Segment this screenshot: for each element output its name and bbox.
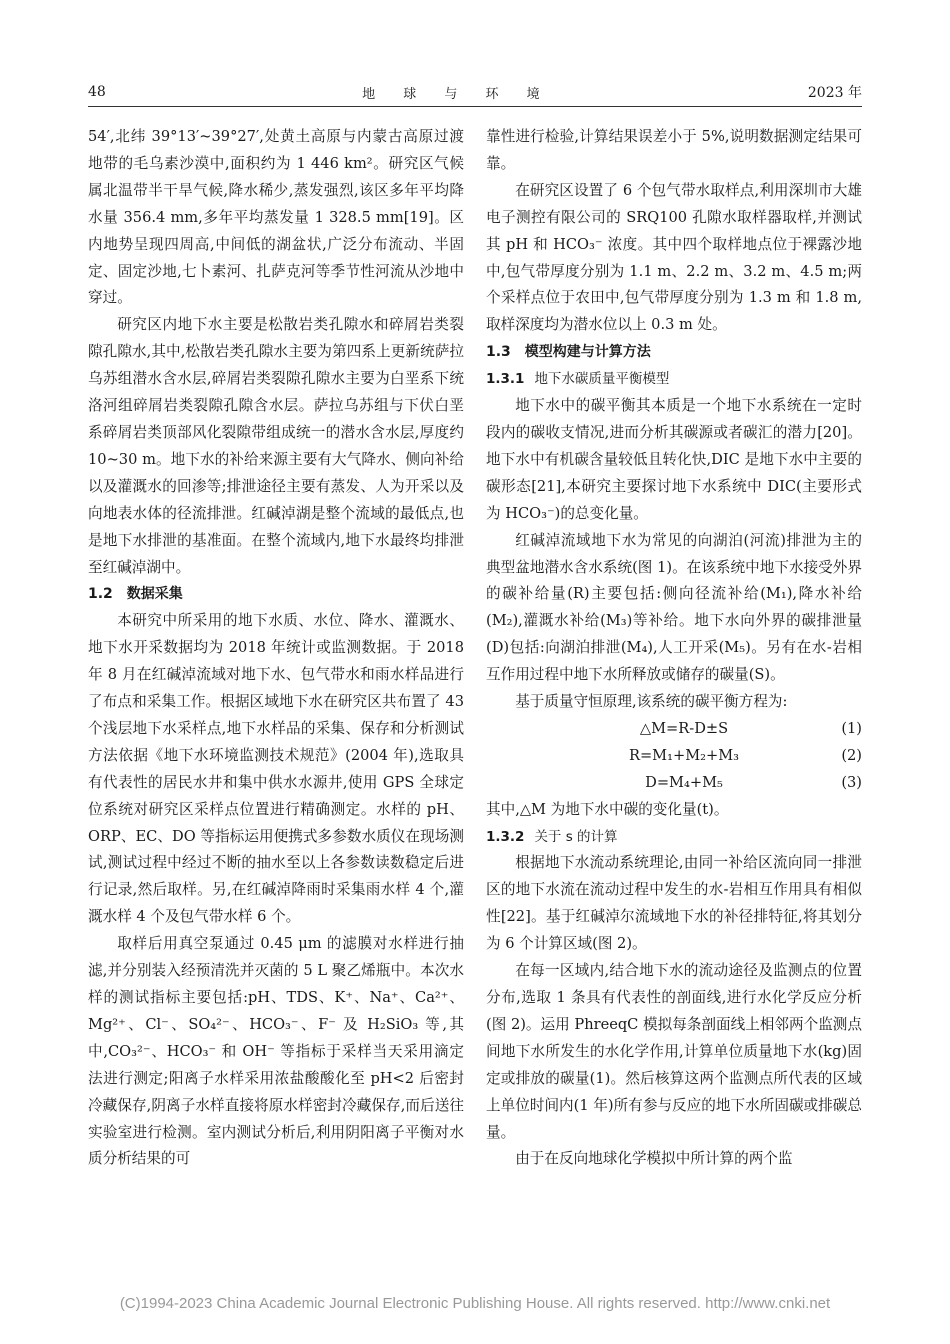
subsection-number: 1.3.2 [486,828,525,845]
section-heading: 1.3 模型构建与计算方法 [486,344,651,361]
paragraph: 54′,北纬 39°13′~39°27′,处黄土高原与内蒙古高原过渡地带的毛乌素沙漠中,面积约为 1 446 km²。研究区气候属北温带半干旱气候,降水稀少,蒸发强烈,该区多年平均降水量 356.4 mm,多年平均蒸发量 1 328.5 mm[19]。区内地势呈现四周高,中间低的湖盆状,广泛分布流动、半固定、固定沙地,七卜素河、扎萨克河等季节性河流从沙地中穿过。 [88,128,464,307]
equation-number: (1) [841,719,862,737]
right-column [486,124,862,1173]
equation [486,716,862,743]
paragraph: 由于在反向地球化学模拟中所计算的两个监 [515,1150,793,1168]
subsection-title: 关于 s 的计算 [534,828,618,845]
page-number: 48 [88,84,106,100]
subsection-title: 地下水碳质量平衡模型 [534,371,670,388]
equation [486,770,862,797]
equation-formula: R=M₁+M₂+M₃ [628,746,740,764]
section-heading: 1.2 数据采集 [88,586,183,603]
journal-title: 地 球 与 环 境 [362,86,552,102]
subsection-heading [486,824,862,851]
subsection-number: 1.3.1 [486,371,525,388]
equation [486,743,862,770]
copyright-footer: (C)1994-2023 China Academic Journal Electronic Publishing House. All rights reserved. http://www.cnki.net [119,1295,831,1312]
paragraph: 研究区内地下水主要是松散岩类孔隙水和碎屑岩类裂隙孔隙水,其中,松散岩类孔隙水主要为第四系上更新统萨拉乌苏组潜水含水层,碎屑岩类裂隙孔隙水主要为白垩系下统洛河组碎屑岩类裂隙孔隙含水层。萨拉乌苏组与下伏白垩系碎屑岩类顶部风化裂隙带组成统一的潜水含水层,厚度约10~30 m。地下水的补给来源主要有大气降水、侧向补给以及灌溉水的回渗等;排泄途径主要有蒸发、人为开采以及向地表水体的径流排泄。红碱淖湖是整个流域的最低点,也是地下水排泄的基准面。在整个流域内,地下水最终均排泄至红碱淖湖中。 [88,316,464,576]
paragraph: 基于质量守恒原理,该系统的碳平衡方程为: [515,693,788,711]
equation-formula: D=M₄+M₅ [645,773,723,791]
subsection-heading [486,366,862,393]
paragraph: 在每一区域内,结合地下水的流动途径及监测点的位置分布,选取 1 条具有代表性的剖面线,进行水化学反应分析(图 2)。运用 PhreeqC 模拟每条剖面线上相邻两个监测点间地下水所发生的水化学作用,计算单位质量地下水(kg)固定或排放的碳量(1)。然后核算这两个监测点所代表的区域上单位时间内(1 年)所有参与反应的地下水所固碳或排碳总量。 [486,962,862,1141]
paragraph: 在研究区设置了 6 个包气带水取样点,利用深圳市大雄电子测控有限公司的 SRQ100 孔隙水取样器取样,并测试其 pH 和 HCO₃⁻ 浓度。其中四个取样地点位于裸露沙地中,包气带厚度分别为 1.1 m、2.2 m、3.2 m、4.5 m;两个采样点位于农田中,包气带厚度分别为 1.3 m 和 1.8 m,取样深度均为潜水位以上 0.3 m 处。 [486,181,862,334]
paragraph: 本研究中所采用的地下水质、水位、降水、灌溉水、地下水开采数据均为 2018 年统计或监测数据。于 2018 年 8 月在红碱淖流域对地下水、包气带水和雨水样品进行了布点和采集工作。根据区域地下水在研究区共布置了 43 个浅层地下水采样点,地下水样品的采集、保存和分析测试方法依据《地下水环境监测技术规范》(2004 年),选取具有代表性的居民水井和集中供水水源井,使用 GPS 全球定位系统对研究区采样点位置进行精确测定。水样的 pH、ORP、EC、DO 等指标运用便携式多参数水质仪在现场测试,测试过程中经过不断的抽水至以上各参数读数稳定后进行记录,然后取样。另,在红碱淖降雨时采集雨水样 4 个,灌溉水样 4 个及包气带水样 6 个。 [88,612,464,926]
equation-number: (2) [841,746,862,764]
paragraph: 地下水中的碳平衡其本质是一个地下水系统在一定时段内的碳收支情况,进而分析其碳源或者碳汇的潜力[20]。地下水中有机碳含量较低且转化快,DIC 是地下水中主要的碳形态[21],本研究主要探讨地下水系统中 DIC(主要形式为 HCO₃⁻)的总变化量。 [486,397,862,522]
paragraph: 红碱淖流域地下水为常见的向湖泊(河流)排泄为主的典型盆地潜水含水系统(图 1)。在该系统中地下水接受外界的碳补给量(R)主要包括:侧向径流补给(M₁),降水补给(M₂),灌溉水补给(M₃)等补给。地下水向外界的碳排泄量(D)包括:向湖泊排泄(M₄),人工开采(M₅)。另有在水-岩相互作用过程中地下水所释放或储存的碳量(S)。 [486,531,862,684]
paragraph: 取样后用真空泵通过 0.45 μm 的滤膜对水样进行抽滤,并分别装入经预清洗并灭菌的 5 L 聚乙烯瓶中。本次水样的测试指标主要包括:pH、TDS、K⁺、Na⁺、Ca²⁺、Mg²⁺、Cl⁻、SO₄²⁻、HCO₃⁻、F⁻ 及 H₂SiO₃ 等,其中,CO₃²⁻、HCO₃⁻ 和 OH⁻ 等指标于采样当天采用滴定法进行测定;阳离子水样采用浓盐酸酸化至 pH<2 后密封冷藏保存,阴离子水样直接将原水样密封冷藏保存,而后送往实验室进行检测。室内测试分析后,利用阴阳离子平衡对水质分析结果的可 [88,935,464,1168]
paragraph: 靠性进行检验,计算结果误差小于 5%,说明数据测定结果可靠。 [486,128,862,172]
left-column [88,124,464,1173]
page-header [88,80,862,104]
equation-formula: △M=R-D±S [639,719,729,737]
equation-number: (3) [841,773,862,791]
issue-year: 2023 年 [807,85,862,101]
paragraph: 根据地下水流动系统理论,由同一补给区流向同一排泄区的地下水流在流动过程中发生的水-岩相互作用具有相似性[22]。基于红碱淖尔流域地下水的补径排特征,将其划分为 6 个计算区域(图 2)。 [486,854,862,953]
header-rule [88,106,862,107]
paragraph: 其中,△M 为地下水中碳的变化量(t)。 [486,800,729,818]
